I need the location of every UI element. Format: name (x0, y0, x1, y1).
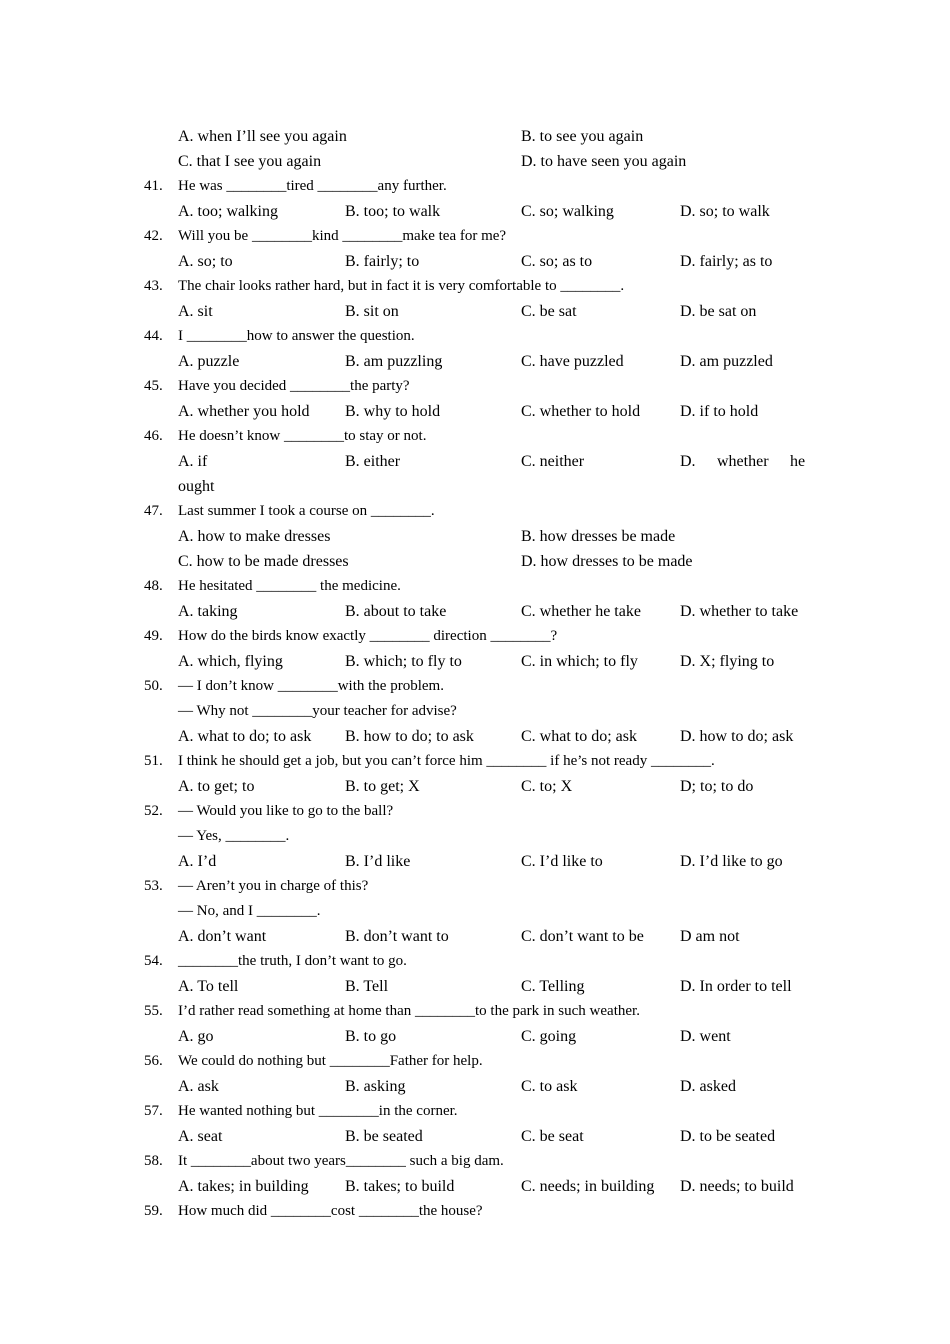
option-d-wrap: ought (178, 478, 215, 495)
q40-option-b: B. to see you again (521, 128, 644, 145)
option-b: B. I’d like (345, 853, 411, 870)
question-number: 43. (144, 278, 163, 294)
option-b: B. asking (345, 1078, 406, 1095)
question-number: 51. (144, 753, 163, 769)
option-a: A. how to make dresses (178, 528, 331, 545)
option-a: A. To tell (178, 978, 239, 995)
question-stem: He was ________tired ________any further. (178, 178, 447, 194)
option-d: D. how to do; ask (680, 728, 794, 745)
option-b: B. how dresses be made (521, 528, 676, 545)
question-number: 47. (144, 503, 163, 519)
option-c: C. so; walking (521, 203, 614, 220)
option-a: A. taking (178, 603, 238, 620)
question-number: 58. (144, 1153, 163, 1169)
option-a: A. what to do; to ask (178, 728, 312, 745)
option-d: D. asked (680, 1078, 736, 1095)
option-d: D. In order to tell (680, 978, 792, 995)
option-b: B. which; to fly to (345, 653, 462, 670)
option-a: A. which, flying (178, 653, 283, 670)
question-stem-line2: — No, and I ________. (178, 903, 321, 919)
option-b: B. too; to walk (345, 203, 441, 220)
question-number: 52. (144, 803, 163, 819)
option-b: B. to go (345, 1028, 397, 1045)
question-stem-line2: — Yes, ________. (178, 828, 290, 844)
question-stem: — Would you like to go to the ball? (178, 803, 394, 819)
option-b: B. why to hold (345, 403, 441, 420)
option-b: B. fairly; to (345, 253, 420, 270)
option-c: C. so; as to (521, 253, 593, 270)
question-stem-line2: — Why not ________your teacher for advise? (178, 703, 457, 719)
option-d: D am not (680, 928, 740, 945)
option-c: C. have puzzled (521, 353, 624, 370)
option-b: B. am puzzling (345, 353, 443, 370)
option-b: B. to get; X (345, 778, 420, 795)
option-c: C. going (521, 1028, 577, 1045)
option-d: D. went (680, 1028, 731, 1045)
question-stem: Have you decided ________the party? (178, 378, 410, 394)
option-b: B. don’t want to (345, 928, 449, 945)
option-c: C. needs; in building (521, 1178, 655, 1195)
option-d: D. fairly; as to (680, 253, 773, 270)
option-a: A. so; to (178, 253, 233, 270)
option-a: A. go (178, 1028, 214, 1045)
option-d: D. whether to take (680, 603, 799, 620)
question-number: 44. (144, 328, 163, 344)
option-d: D. if to hold (680, 403, 759, 420)
option-c: C. to ask (521, 1078, 578, 1095)
option-b: B. about to take (345, 603, 447, 620)
option-d-word: he (790, 453, 806, 470)
question-stem: He wanted nothing but ________in the corner. (178, 1103, 458, 1119)
question-number: 56. (144, 1053, 163, 1069)
question-number: 41. (144, 178, 163, 194)
question-number: 54. (144, 953, 163, 969)
option-a: A. takes; in building (178, 1178, 309, 1195)
option-c: C. how to be made dresses (178, 553, 349, 570)
option-a: A. whether you hold (178, 403, 310, 420)
question-stem: It ________about two years________ such a big dam. (178, 1153, 504, 1169)
option-b: B. be seated (345, 1128, 423, 1145)
option-c: C. in which; to fly (521, 653, 638, 670)
question-number: 59. (144, 1203, 163, 1219)
option-c: C. neither (521, 453, 585, 470)
option-a: A. if (178, 453, 208, 470)
q40-option-d: D. to have seen you again (521, 153, 687, 170)
option-c: C. be seat (521, 1128, 584, 1145)
option-b: B. either (345, 453, 401, 470)
question-number: 50. (144, 678, 163, 694)
question-stem: — Aren’t you in charge of this? (178, 878, 369, 894)
option-d: D. am puzzled (680, 353, 773, 370)
option-a: A. to get; to (178, 778, 255, 795)
q40-option-a: A. when I’ll see you again (178, 128, 347, 145)
question-number: 55. (144, 1003, 163, 1019)
question-stem: He hesitated ________ the medicine. (178, 578, 401, 594)
question-number: 45. (144, 378, 163, 394)
question-number: 42. (144, 228, 163, 244)
question-stem: We could do nothing but ________Father for help. (178, 1053, 483, 1069)
option-c: C. I’d like to (521, 853, 603, 870)
question-stem: Will you be ________kind ________make tea for me? (178, 228, 507, 244)
option-a: A. puzzle (178, 353, 240, 370)
question-number: 53. (144, 878, 163, 894)
q40-option-c: C. that I see you again (178, 153, 322, 170)
option-c: C. to; X (521, 778, 573, 795)
option-d: D. X; flying to (680, 653, 775, 670)
option-d: D. be sat on (680, 303, 757, 320)
question-stem: I think he should get a job, but you can’t force him ________ if he’s not ready ________. (178, 753, 715, 769)
option-a: A. seat (178, 1128, 223, 1145)
option-a: A. don’t want (178, 928, 267, 945)
option-d: D. needs; to build (680, 1178, 794, 1195)
option-b: B. Tell (345, 978, 389, 995)
question-stem: How much did ________cost ________the house? (178, 1203, 483, 1219)
option-a: A. too; walking (178, 203, 278, 220)
question-number: 48. (144, 578, 163, 594)
question-stem: He doesn’t know ________to stay or not. (178, 428, 427, 444)
option-d: D. so; to walk (680, 203, 770, 220)
option-c: C. be sat (521, 303, 577, 320)
option-b: B. how to do; to ask (345, 728, 474, 745)
option-d: D. I’d like to go (680, 853, 783, 870)
option-a: A. ask (178, 1078, 219, 1095)
question-stem: The chair looks rather hard, but in fact it is very comfortable to ________. (178, 278, 625, 294)
option-b: B. takes; to build (345, 1178, 455, 1195)
option-d-word: whether (717, 453, 769, 470)
question-number: 49. (144, 628, 163, 644)
question-number: 57. (144, 1103, 163, 1119)
question-stem: Last summer I took a course on ________. (178, 503, 435, 519)
question-stem: — I don’t know ________with the problem. (178, 678, 444, 694)
option-c: C. don’t want to be (521, 928, 644, 945)
option-d: D. how dresses to be made (521, 553, 693, 570)
option-d: D. (680, 453, 696, 470)
option-d: D. to be seated (680, 1128, 776, 1145)
option-d: D; to; to do (680, 778, 754, 795)
option-b: B. sit on (345, 303, 399, 320)
option-c: C. whether he take (521, 603, 641, 620)
option-a: A. I’d (178, 853, 217, 870)
question-stem: I’d rather read something at home than ________to the park in such weather. (178, 1003, 640, 1019)
option-c: C. what to do; ask (521, 728, 637, 745)
option-c: C. whether to hold (521, 403, 641, 420)
question-number: 46. (144, 428, 163, 444)
option-c: C. Telling (521, 978, 585, 995)
question-stem: ________the truth, I don’t want to go. (178, 953, 407, 969)
question-stem: I ________how to answer the question. (178, 328, 415, 344)
question-stem: How do the birds know exactly ________ direction ________? (178, 628, 558, 644)
option-a: A. sit (178, 303, 213, 320)
